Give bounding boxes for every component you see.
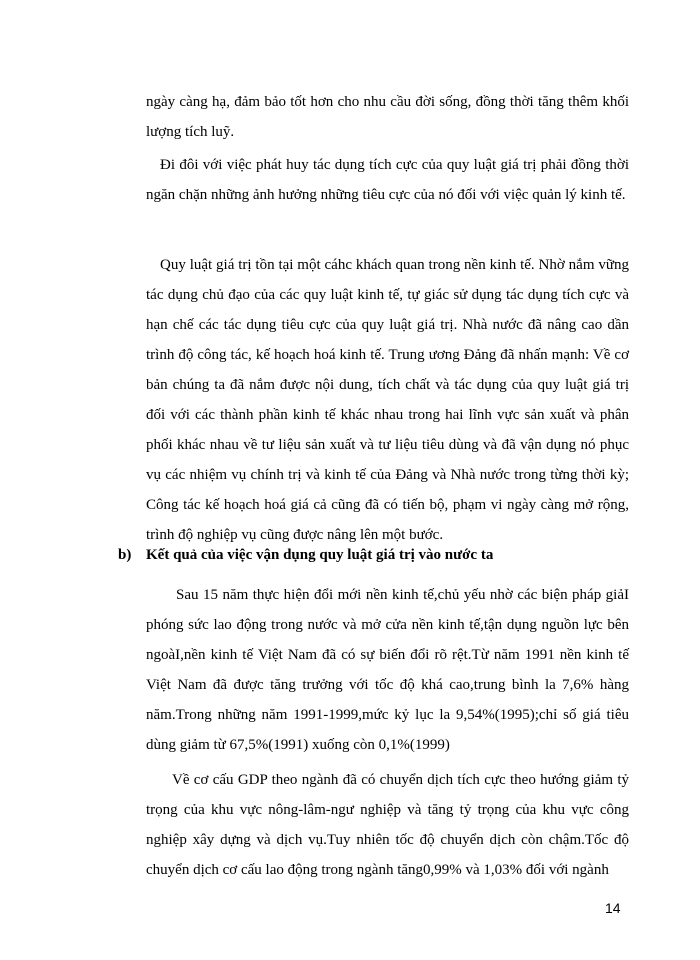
paragraph-savings-continuation: ngày càng hạ, đảm bảo tốt hơn cho nhu cầu đời sống, đồng thời tăng thêm khối lượng tích luỹ. [146, 94, 629, 140]
section-heading-text: Kết quả của việc vận dụng quy luật giá trị vào nước ta [146, 547, 494, 563]
page-number: 14 [605, 900, 621, 916]
paragraph-law-of-value-objective: Quy luật giá trị tồn tại một cáhc khách quan trong nền kinh tế. Nhờ nắm vững tác dụng chủ đạo của các quy luật kinh tế, tự giác sử dụng tác dụng tích cực và hạn chế các tác dụng tiêu cực của quy luật giá trị. Nhà nước đã nâng cao dần trình độ công tác, kế hoạch hoá kinh tế. Trung ương Đảng đã nhấn mạnh: Về cơ bản chúng ta đã nắm được nội dung, tích chất và tác dụng của quy luật giá trị đối với các thành phần kinh tế khác nhau trong hai lĩnh vực sản xuất và phân phối khác nhau về tư liệu sản xuất và tư liệu tiêu dùng và đã vận dụng nó phục vụ các nhiệm vụ chính trị và kinh tế của Đảng và Nhà nước trong từng thời kỳ; Công tác kế hoạch hoá giá cả cũng đã có tiến bộ, phạm vi ngày càng mở rộng, trình độ nghiệp vụ cũng được nâng lên một bước. [146, 257, 629, 543]
paragraph-gdp-structure: Về cơ cấu GDP theo ngành đã có chuyển dịch tích cực theo hướng giảm tỷ trọng của khu vực nông-lâm-ngư nghiệp và tăng tỷ trọng của khu vực công nghiệp xây dựng và dịch vụ.Tuy nhiên tốc độ chuyển dịch còn chậm.Tốc độ chuyển dịch cơ cấu lao động trong ngành tăng0,99% và 1,03% đối với ngành [146, 772, 629, 878]
paragraph-economic-results: Sau 15 năm thực hiện đổi mới nền kinh tế,chủ yếu nhờ các biện pháp giảI phóng sức lao động trong nước và mở cửa nền kinh tế,tận dụng nguồn lực bên ngoàI,nền kinh tế Việt Nam đã có sự biến đổi rõ rệt.Từ năm 1991 nền kinh tế Việt Nam đã được tăng trưởng với tốc độ khá cao,trung bình la 7,6% hàng năm.Trong những năm 1991-1999,mức kỷ lục la 9,54%(1995);chỉ số giá tiêu dùng giảm từ 67,5%(1991) xuống còn 0,1%(1999) [146, 587, 629, 753]
paragraph-negative-effects: Đi đôi với việc phát huy tác dụng tích cực của quy luật giá trị phải đồng thời ngăn chặn những ảnh hưởng những tiêu cực của nó đối với việc quản lý kinh tế. [146, 157, 629, 203]
section-marker: b) [118, 547, 132, 563]
section-heading [118, 545, 493, 565]
